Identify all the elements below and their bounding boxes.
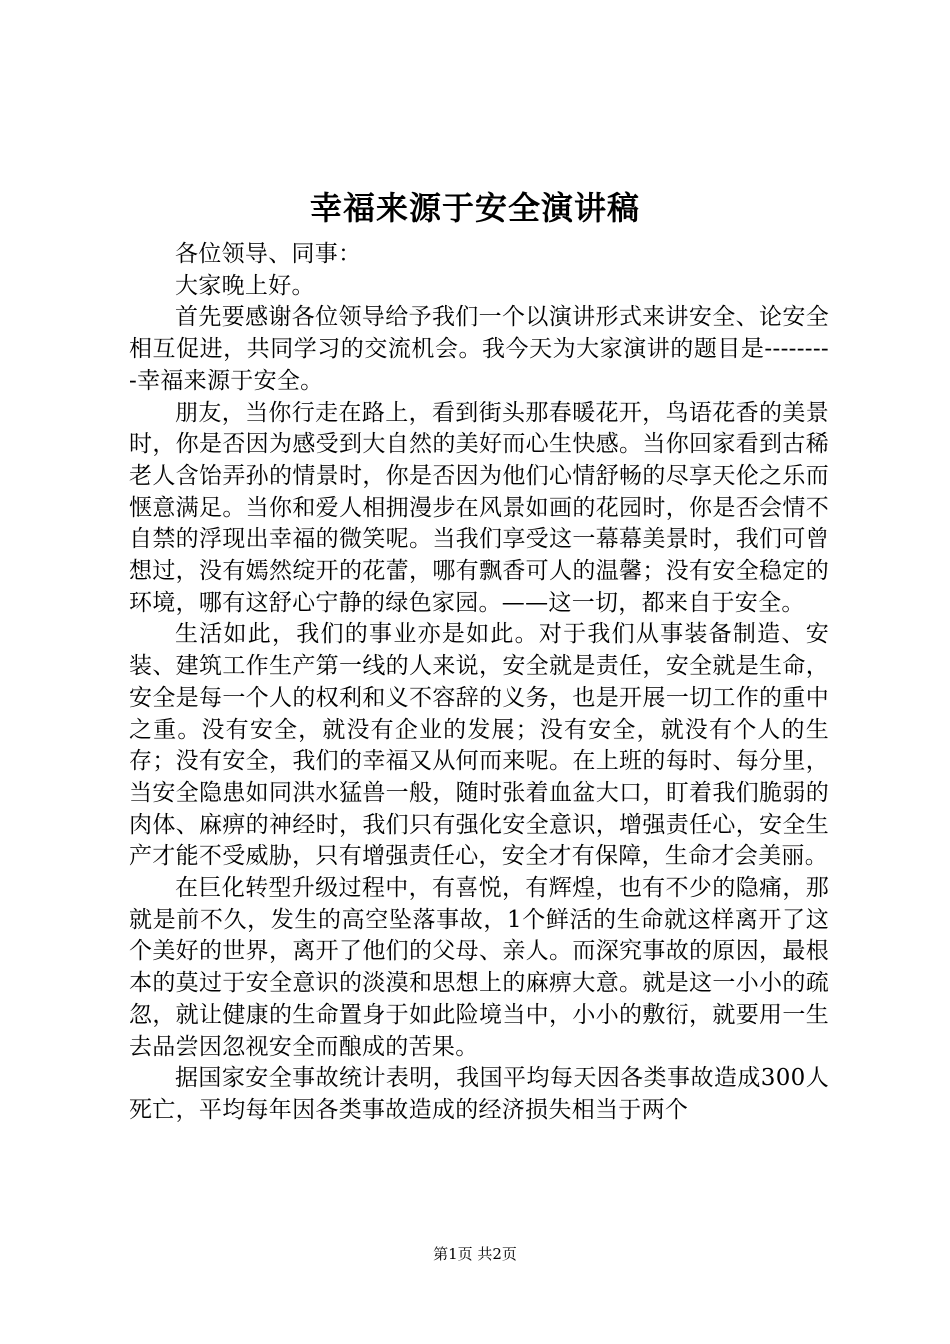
paragraph-friends: 朋友，当你行走在路上，看到街头那春暖花开，鸟语花香的美景时，你是否因为感受到大自然的美好而心生快感。当你回家看到古稀老人含饴弄孙的情景时，你是否因为他们心情舒畅的尽享天伦之乐而惬意满足。当你和爱人相拥漫步在风景如画的花园时，你是否会情不自禁的浮现出幸福的微笑呢。当我们享受这一幕幕美景时，我们可曾想过，没有嫣然绽开的花蕾，哪有飘香可人的温馨；没有安全稳定的环境，哪有这舒心宁静的绿色家园。——这一切，都来自于安全。 bbox=[129, 399, 829, 616]
paragraph-career: 生活如此，我们的事业亦是如此。对于我们从事装备制造、安装、建筑工作生产第一线的人来说，安全就是责任，安全就是生命，安全是每一个人的权利和义不容辞的义务，也是开展一切工作的重中之重。没有安全，就没有企业的发展；没有安全，就没有个人的生存；没有安全，我们的幸福又从何而来呢。在上班的每时、每分里，当安全隐患如同洪水猛兽一般，随时张着血盆大口，盯着我们脆弱的肉体、麻痹的神经时，我们只有强化安全意识，增强责任心，安全生产才能不受威胁，只有增强责任心，安全才有保障，生命才会美丽。 bbox=[129, 621, 829, 870]
paragraph-introduction: 首先要感谢各位领导给予我们一个以演讲形式来讲安全、论安全相互促进，共同学习的交流机会。我今天为大家演讲的题目是---------幸福来源于安全。 bbox=[129, 304, 829, 394]
document-title: 幸福来源于安全演讲稿 bbox=[309, 189, 640, 227]
paragraph-greeting: 大家晚上好。 bbox=[175, 272, 315, 299]
paragraph-salutation: 各位领导、同事： bbox=[175, 241, 362, 267]
document-body bbox=[129, 239, 829, 1127]
paragraph-accident: 在巨化转型升级过程中，有喜悦，有辉煌，也有不少的隐痛，那就是前不久，发生的高空坠落事故，1个鲜活的生命就这样离开了这个美好的世界，离开了他们的父母、亲人。而深究事故的原因，最根本的莫过于安全意识的淡漠和思想上的麻痹大意。就是这一小小的疏忽，就让健康的生命置身于如此险境当中，小小的敷衍，就要用一生去品尝因忽视安全而酿成的苦果。 bbox=[129, 875, 829, 1060]
page-footer: 第1页 共2页 bbox=[433, 1245, 517, 1263]
paragraph-statistics: 据国家安全事故统计表明，我国平均每天因各类事故造成300人死亡，平均每年因各类事故造成的经济损失相当于两个 bbox=[129, 1065, 829, 1123]
